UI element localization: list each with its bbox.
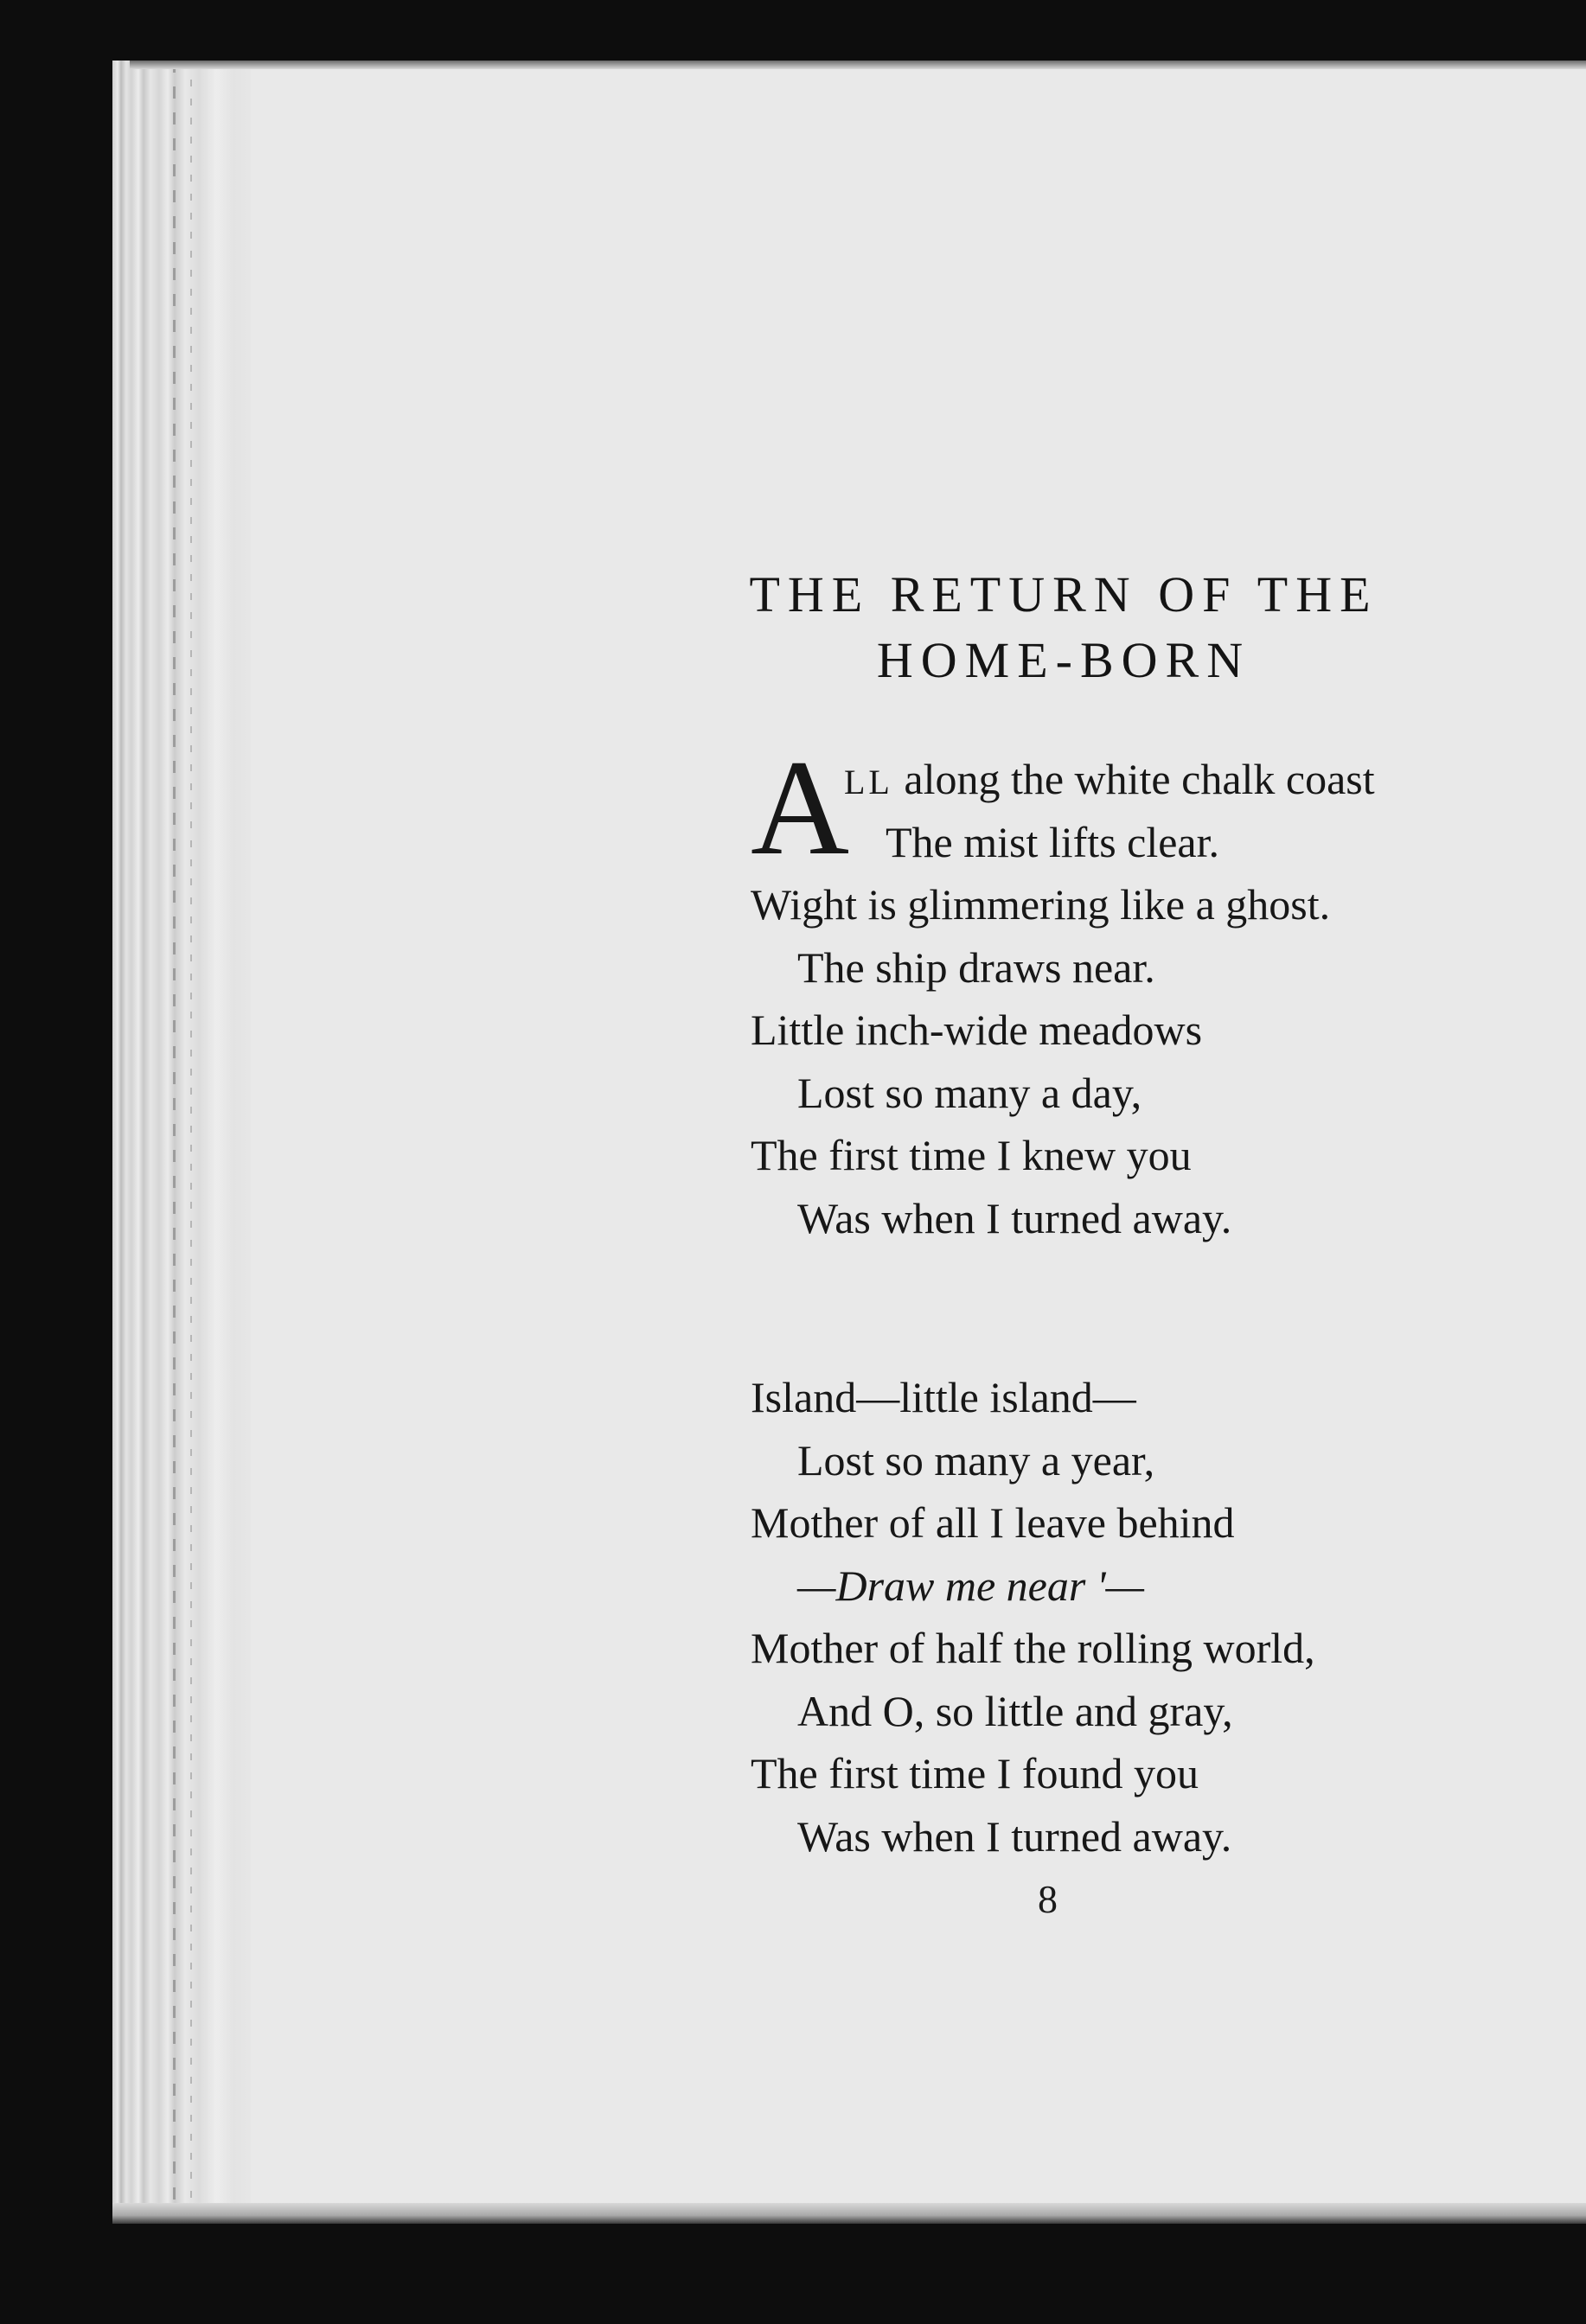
stanza-2-line-2: Lost so many a year,: [797, 1435, 1155, 1484]
line-1-tail: along the white chalk coast: [892, 755, 1375, 803]
stanza-1-line-7: The first time I knew you: [751, 1131, 1192, 1179]
stanza-1-line-6: Lost so many a day,: [797, 1068, 1142, 1117]
poem-title: [657, 562, 1470, 693]
stanza-2-line-8: Was when I turned away.: [797, 1811, 1232, 1861]
stanza-1: [751, 732, 1375, 1249]
small-caps-opening: LL: [844, 763, 893, 801]
stanza-1-line-5: Little inch-wide meadows: [751, 1006, 1203, 1054]
stanza-2-line-1: Island—little island—: [751, 1373, 1136, 1421]
stanza-2-line-4: —Draw me near '—: [797, 1561, 1144, 1610]
stanza-2-line-3: Mother of all I leave behind: [751, 1498, 1235, 1547]
page-number: 8: [1038, 1877, 1058, 1921]
stanza-1-line-4: The ship draws near.: [797, 942, 1155, 992]
stanza-1-line-2-text: The mist lifts clear.: [886, 817, 1220, 866]
page-top-edge: [130, 61, 1586, 69]
stanza-1-line-3: Wight is glimmering like a ghost.: [751, 880, 1331, 929]
drop-cap: A: [751, 732, 850, 884]
stanza-1-line-8: Was when I turned away.: [797, 1193, 1232, 1242]
poem-title-line-2: HOME-BORN: [876, 632, 1251, 688]
stanza-2-line-7: The first time I found you: [751, 1749, 1199, 1797]
page-bottom-edge: [112, 2203, 1586, 2224]
stanza-2-line-6: And O, so little and gray,: [797, 1686, 1233, 1735]
stanza-2-line-5: Mother of half the rolling world,: [751, 1624, 1315, 1672]
stanza-2: [751, 1366, 1315, 1868]
poem-title-line-1: THE RETURN OF THE: [749, 566, 1378, 622]
